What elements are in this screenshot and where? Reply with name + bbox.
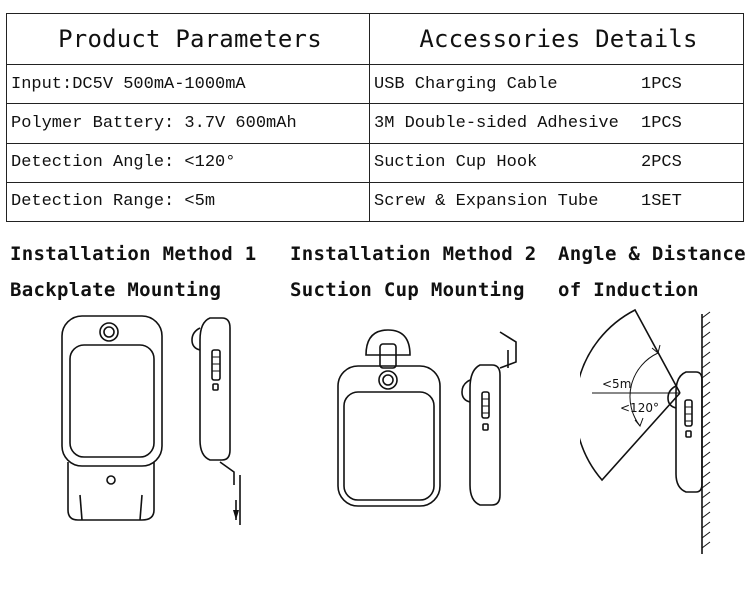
accessory-name: USB Charging Cable xyxy=(374,74,558,94)
installation-method-1 xyxy=(10,236,257,308)
method-1-subtitle: Backplate Mounting xyxy=(10,279,222,301)
accessories-details-header: Accessories Details xyxy=(370,14,744,65)
installation-method-2 xyxy=(290,236,537,308)
induction-angle-illustration xyxy=(580,308,740,558)
method-2-title: Installation Method 2 xyxy=(290,243,537,265)
suction-cup-mounting-illustration xyxy=(330,320,530,520)
parameters-table xyxy=(6,13,744,222)
method-1-title: Installation Method 1 xyxy=(10,243,257,265)
accessory-qty: 2PCS xyxy=(641,153,682,173)
accessory-row xyxy=(370,182,744,221)
method-2-subtitle: Suction Cup Mounting xyxy=(290,279,525,301)
accessory-qty: 1PCS xyxy=(641,113,682,133)
accessory-row xyxy=(370,65,744,104)
product-parameters-header: Product Parameters xyxy=(7,14,370,65)
backplate-mounting-illustration xyxy=(50,310,260,540)
param-battery: Polymer Battery: 3.7V 600mAh xyxy=(7,104,370,143)
wall-hatching xyxy=(702,312,710,548)
angle-distance-section xyxy=(558,236,746,308)
accessory-qty: 1PCS xyxy=(641,74,682,94)
angle-label: <120° xyxy=(620,401,659,415)
angle-distance-subtitle: of Induction xyxy=(558,279,699,301)
accessory-qty: 1SET xyxy=(641,192,682,212)
accessory-name: Suction Cup Hook xyxy=(374,153,538,173)
accessory-name: 3M Double-sided Adhesive xyxy=(374,113,619,133)
range-label: <5m xyxy=(602,377,632,391)
accessory-row xyxy=(370,143,744,182)
angle-distance-title: Angle & Distance xyxy=(558,243,746,265)
accessory-row xyxy=(370,104,744,143)
param-detection-range: Detection Range: <5m xyxy=(7,182,370,221)
param-input: Input:DC5V 500mA-1000mA xyxy=(7,65,370,104)
param-detection-angle: Detection Angle: <120° xyxy=(7,143,370,182)
accessory-name: Screw & Expansion Tube xyxy=(374,192,599,212)
